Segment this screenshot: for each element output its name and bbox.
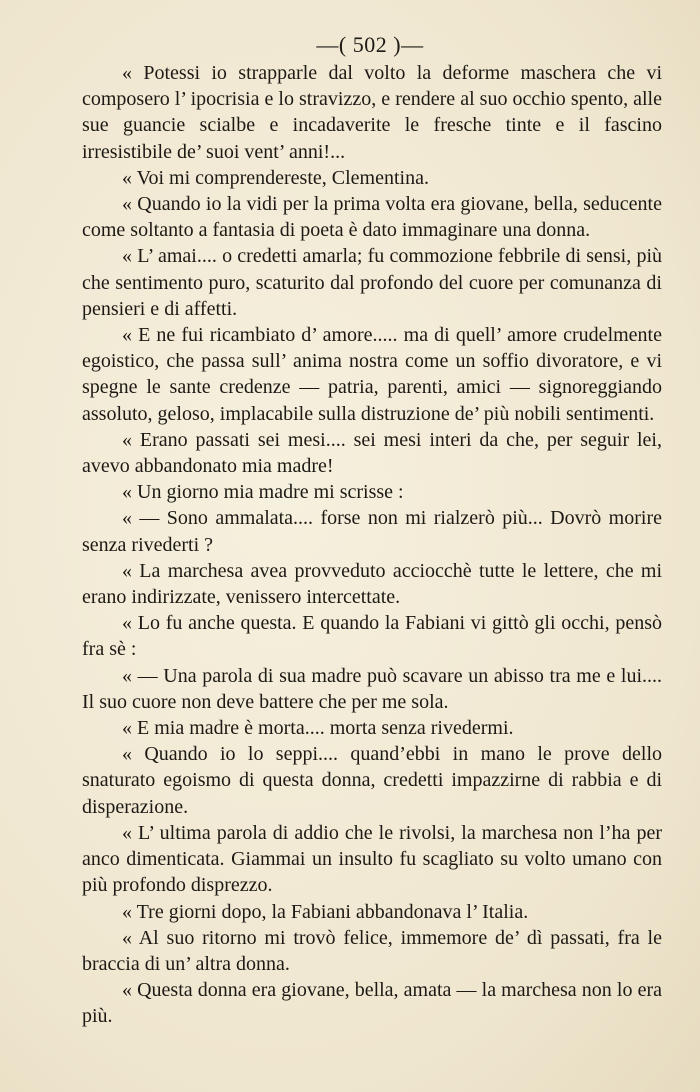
paragraph: « — Una parola di sua madre può scavare un abisso tra me e lui.... Il suo cuore non deve battere che per me sola. [82,664,662,713]
paragraph: « Quando io lo seppi.... quand’ebbi in mano le prove dello snaturato egoismo di questa donna, credetti impazzirne di rabbia e di disperazione. [82,743,662,818]
paragraph: « Quando io la vidi per la prima volta era giovane, bella, seducente come soltanto a fantasia di poeta è dato immaginare una donna. [82,193,662,242]
paragraph: « Erano passati sei mesi.... sei mesi interi da che, per seguir lei, avevo abbandonato mia madre! [82,428,662,478]
paragraph: « Tre giorni dopo, la Fabiani abbandonava l’ Italia. [122,900,529,923]
paragraph: « E mia madre è morta.... morta senza rivedermi. [122,717,514,740]
paragraph: « Al suo ritorno mi trovò felice, immemore de’ dì passati, fra le braccia di un’ altra donna. [82,926,662,975]
paragraph: « Voi mi comprendereste, Clementina. [122,166,429,189]
body-text [82,60,662,1030]
page-number: —( 502 )— [316,32,424,57]
paragraph: « La marchesa avea provveduto acciocchè tutte le lettere, che mi erano indirizzate, venissero intercettate. [82,559,662,609]
paragraph: « Potessi io strapparle dal volto la deforme maschera che vi composero l’ ipocrisia e lo stravizzo, e rendere al suo occhio spento, alle sue guancie scialbe e incadaverite le fresche tinte e il fascino irresistibile de’ suoi vent’ anni!... [82,62,662,163]
paragraph: « Questa donna era giovane, bella, amata — la marchesa non lo era più. [82,979,662,1028]
paragraph: « L’ ultima parola di addio che le rivolsi, la marchesa non l’ha per anco dimenticata. Giammai un insulto fu scagliato su volto umano con più profondo disprezzo. [82,821,662,897]
paragraph: « Lo fu anche questa. E quando la Fabiani vi gittò gli occhi, pensò fra sè : [82,612,662,661]
paragraph: « Un giorno mia madre mi scrisse : [122,481,404,504]
paragraph: « E ne fui ricambiato d’ amore..... ma di quell’ amore crudelmente egoistico, che passa sull’ anima nostra come un soffio divoratore, e vi spegne le sante credenze — patria, parenti, amici — signoreggiando assoluto, geloso, implacabile sulla distruzione de’ più nobili sentimenti. [82,324,662,425]
paragraph: « — Sono ammalata.... forse non mi rialzerò più... Dovrò morire senza rivederti ? [82,507,662,556]
paragraph: « L’ amai.... o credetti amarla; fu commozione febbrile di sensi, più che sentimento puro, scaturito dal profondo del cuore per comunanza di pensieri e di affetti. [82,245,662,320]
